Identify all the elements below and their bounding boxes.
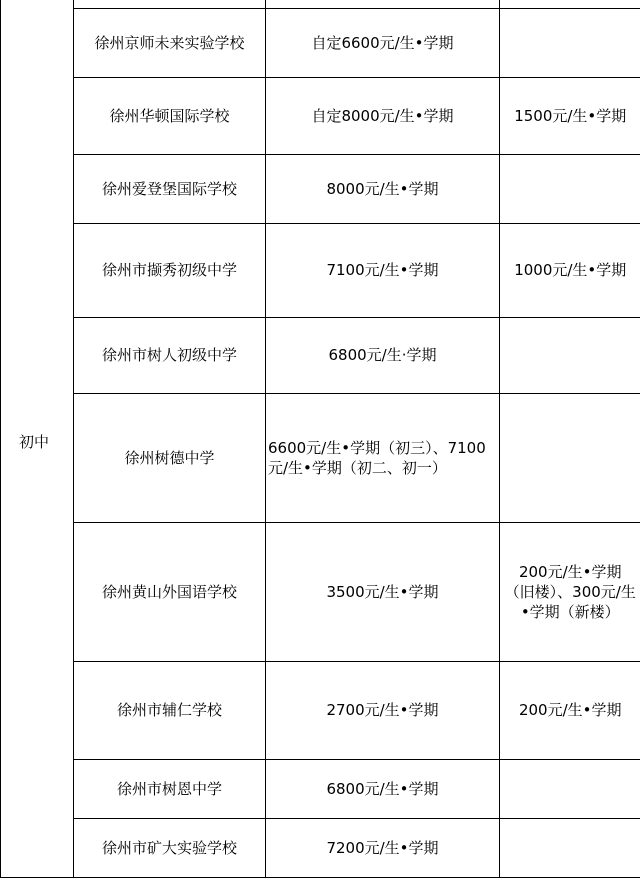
extra-fee-cell xyxy=(500,818,640,877)
school-name-cell: 徐州爱登堡国际学校 xyxy=(74,154,266,223)
school-name-cell: 徐州市辅仁学校 xyxy=(74,661,266,759)
school-name-cell: 徐州京师未来实验学校 xyxy=(74,8,266,77)
extra-fee-cell xyxy=(500,393,640,522)
cell-empty xyxy=(74,0,266,8)
table-row xyxy=(1,522,640,661)
extra-fee-cell xyxy=(500,759,640,818)
school-name-cell: 徐州树德中学 xyxy=(74,393,266,522)
extra-fee-cell: 200元/生•学期（旧楼）、300元/生•学期（新楼） xyxy=(500,522,640,661)
extra-fee-cell: 1500元/生•学期 xyxy=(500,77,640,154)
fee-cell: 自定8000元/生•学期 xyxy=(266,77,500,154)
category-cell xyxy=(1,8,74,877)
table-row xyxy=(1,223,640,317)
school-name-cell: 徐州市树恩中学 xyxy=(74,759,266,818)
category-label: 初中 xyxy=(19,433,50,452)
school-name-cell: 徐州市撷秀初级中学 xyxy=(74,223,266,317)
fee-cell: 8000元/生•学期 xyxy=(266,154,500,223)
fee-cell: 2700元/生•学期 xyxy=(266,661,500,759)
cell-empty xyxy=(266,0,500,8)
fee-cell: 自定6600元/生•学期 xyxy=(266,8,500,77)
extra-fee-cell: 1000元/生•学期 xyxy=(500,223,640,317)
school-name-cell: 徐州黄山外国语学校 xyxy=(74,522,266,661)
fee-cell: 7100元/生•学期 xyxy=(266,223,500,317)
table-row xyxy=(1,759,640,818)
table-row xyxy=(1,393,640,522)
extra-fee-cell: 200元/生•学期 xyxy=(500,661,640,759)
fee-cell: 6800元/生•学期 xyxy=(266,759,500,818)
school-name-cell: 徐州市矿大实验学校 xyxy=(74,818,266,877)
table-row-top-edge xyxy=(1,0,640,8)
table-row xyxy=(1,154,640,223)
school-name-cell: 徐州市树人初级中学 xyxy=(74,317,266,393)
extra-fee-cell xyxy=(500,317,640,393)
fee-cell: 6600元/生•学期（初三）、7100元/生•学期（初二、初一） xyxy=(266,393,500,522)
extra-fee-cell xyxy=(500,154,640,223)
extra-fee-cell xyxy=(500,8,640,77)
table-row xyxy=(1,317,640,393)
cell-empty xyxy=(500,0,640,8)
table-row xyxy=(1,818,640,877)
school-name-cell: 徐州华顿国际学校 xyxy=(74,77,266,154)
fee-cell: 3500元/生•学期 xyxy=(266,522,500,661)
cell-empty xyxy=(1,0,74,8)
fee-cell: 6800元/生·学期 xyxy=(266,317,500,393)
fee-cell: 7200元/生•学期 xyxy=(266,818,500,877)
table-row xyxy=(1,77,640,154)
table-row xyxy=(1,661,640,759)
table-row xyxy=(1,8,640,77)
